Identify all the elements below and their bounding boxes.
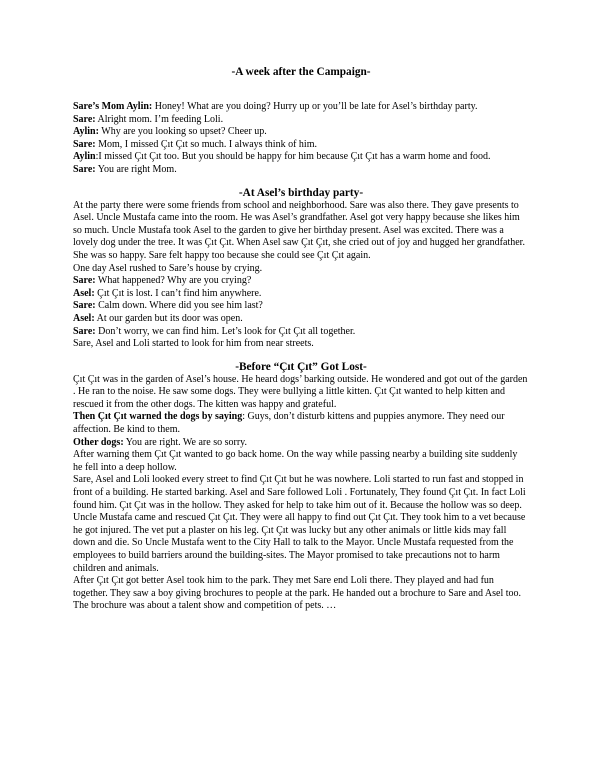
story-paragraph: After Çıt Çıt got better Asel took him to the park. They met Sare end Loli there. They played and had fun together. They saw a boy giving brochures to people at the park. He handed out a brochure to Sare and Asel too. The brochure was about a talent show and competition of pets. … (73, 575, 522, 612)
dialogue-line (73, 313, 529, 326)
dialogue-text: :I missed Çıt Çıt too. But you should be happy for him because Çıt Çıt has a warm home and food. (95, 151, 491, 163)
dialogue-line (73, 151, 529, 164)
dialogue-text: Why are you looking so upset? Cheer up. (98, 126, 267, 138)
dialogue-line (73, 437, 529, 450)
story-paragraph: After warning them Çıt Çıt wanted to go back home. On the way while passing nearby a building site suddenly he fell into a deep hollow. (73, 449, 518, 473)
speaker-label: Sare’s Mom Aylin: (73, 101, 153, 112)
dialogue-line (73, 126, 529, 139)
dialogue-text: You are right Mom. (95, 163, 177, 175)
speaker-label: Sare: (73, 300, 96, 312)
dialogue-text: At our garden but its door was open. (94, 312, 243, 324)
dialogue-text: What happened? Why are you crying? (95, 275, 252, 287)
story-paragraph: Sare, Asel and Loli looked every street to find Çıt Çıt but he was nowhere. Loli started to run fast and stopped in front of a building. He started barking. Asel and Sare followed Loli . Fortunately, They found Çıt Çıt. In fact Loli found him. Çıt Çıt was in the hollow. They asked for help to take him out of it. Because the hollow was so deep. Uncle Mustafa came and rescued Çıt Çıt. They were all happy to find out Çıt Çıt. They took him to a vet because he got injured. The vet put a plaster on his leg. Çıt Çıt was lucky but any other animals or little kids may fall down and die. So Uncle Mustafa went to the City Hall to talk to the Mayor. Uncle Mustafa requested from the employees to build barriers around the building-sites. The Mayor promised to take precautions not to harm children and animals. (73, 474, 526, 574)
speaker-label: Sare: (73, 275, 96, 287)
speaker-label: Aylin (73, 151, 96, 163)
dialogue-line (73, 300, 529, 313)
dialogue-text: Çıt Çıt is lost. I can’t find him anywhere. (94, 287, 262, 299)
dialogue-line (73, 139, 529, 152)
dialogue-line (73, 164, 529, 177)
dialogue-text: Don’t worry, we can find him. Let’s look for Çıt Çıt all together. (95, 325, 356, 337)
dialogue-line (73, 101, 529, 114)
dialogue-text: Honey! What are you doing? Hurry up or you’ll be late for Asel’s birthday party. (152, 101, 478, 112)
document-page (73, 66, 529, 613)
speaker-label: Sare: (73, 138, 96, 150)
section-heading-lost: -Before “Çıt Çıt” Got Lost- (235, 360, 367, 373)
dialogue-line (73, 288, 529, 301)
dialogue-text: : Guys, don’t disturb kittens and puppies anymore. They need our affection. Be kind to them. (73, 411, 505, 436)
dialogue-text: Mom, I missed Çıt Çıt so much. I always think of him. (95, 138, 317, 150)
speaker-label: Other dogs: (73, 436, 124, 448)
dialogue-text: Calm down. Where did you see him last? (95, 300, 263, 312)
speaker-label: Sare: (73, 325, 96, 337)
story-line: Sare, Asel and Loli started to look for him from near streets. (73, 338, 314, 350)
warning-paragraph (73, 411, 529, 436)
dialogue-line (73, 275, 529, 288)
dialogue-text: Alright mom. I’m feeding Loli. (95, 113, 224, 125)
speaker-label: Asel: (73, 312, 95, 324)
speaker-label: Then Çıt Çıt warned the dogs by saying (73, 411, 243, 423)
story-line: One day Asel rushed to Sare’s house by crying. (73, 262, 263, 274)
speaker-label: Aylin: (73, 126, 99, 138)
story-paragraph: Çıt Çıt was in the garden of Asel’s house. He heard dogs’ barking outside. He wondered and got out of the garden . He ran to the noise. He saw some dogs. They were bullying a little kitten. Çıt Çıt wanted to help kitten and rescued it from the other dogs. The kitten was happy and grateful. (73, 373, 528, 410)
speaker-label: Asel: (73, 287, 95, 299)
speaker-label: Sare: (73, 113, 96, 125)
dialogue-line (73, 114, 529, 127)
dialogue-line (73, 326, 529, 339)
speaker-label: Sare: (73, 163, 96, 175)
section-heading-campaign: -A week after the Campaign- (231, 66, 371, 78)
story-paragraph: At the party there were some friends from school and neighborhood. Sare was also there. They gave presents to Asel. Uncle Mustafa came into the room. He was Asel’s grandfather. Asel got very happy because she likes him so much. Uncle Mustafa took Asel to the garden to give her birthday present. Asel was excited. There was a lovely dog under the tree. It was Çıt Çıt. When Asel saw Çıt Çıt, she cried out of joy and hugged her grandfather. She was so happy. Sare felt happy too because she could see Çıt Çıt again. (73, 199, 525, 261)
section-heading-party: -At Asel’s birthday party- (238, 186, 364, 199)
dialogue-text: You are right. We are so sorry. (123, 436, 247, 448)
